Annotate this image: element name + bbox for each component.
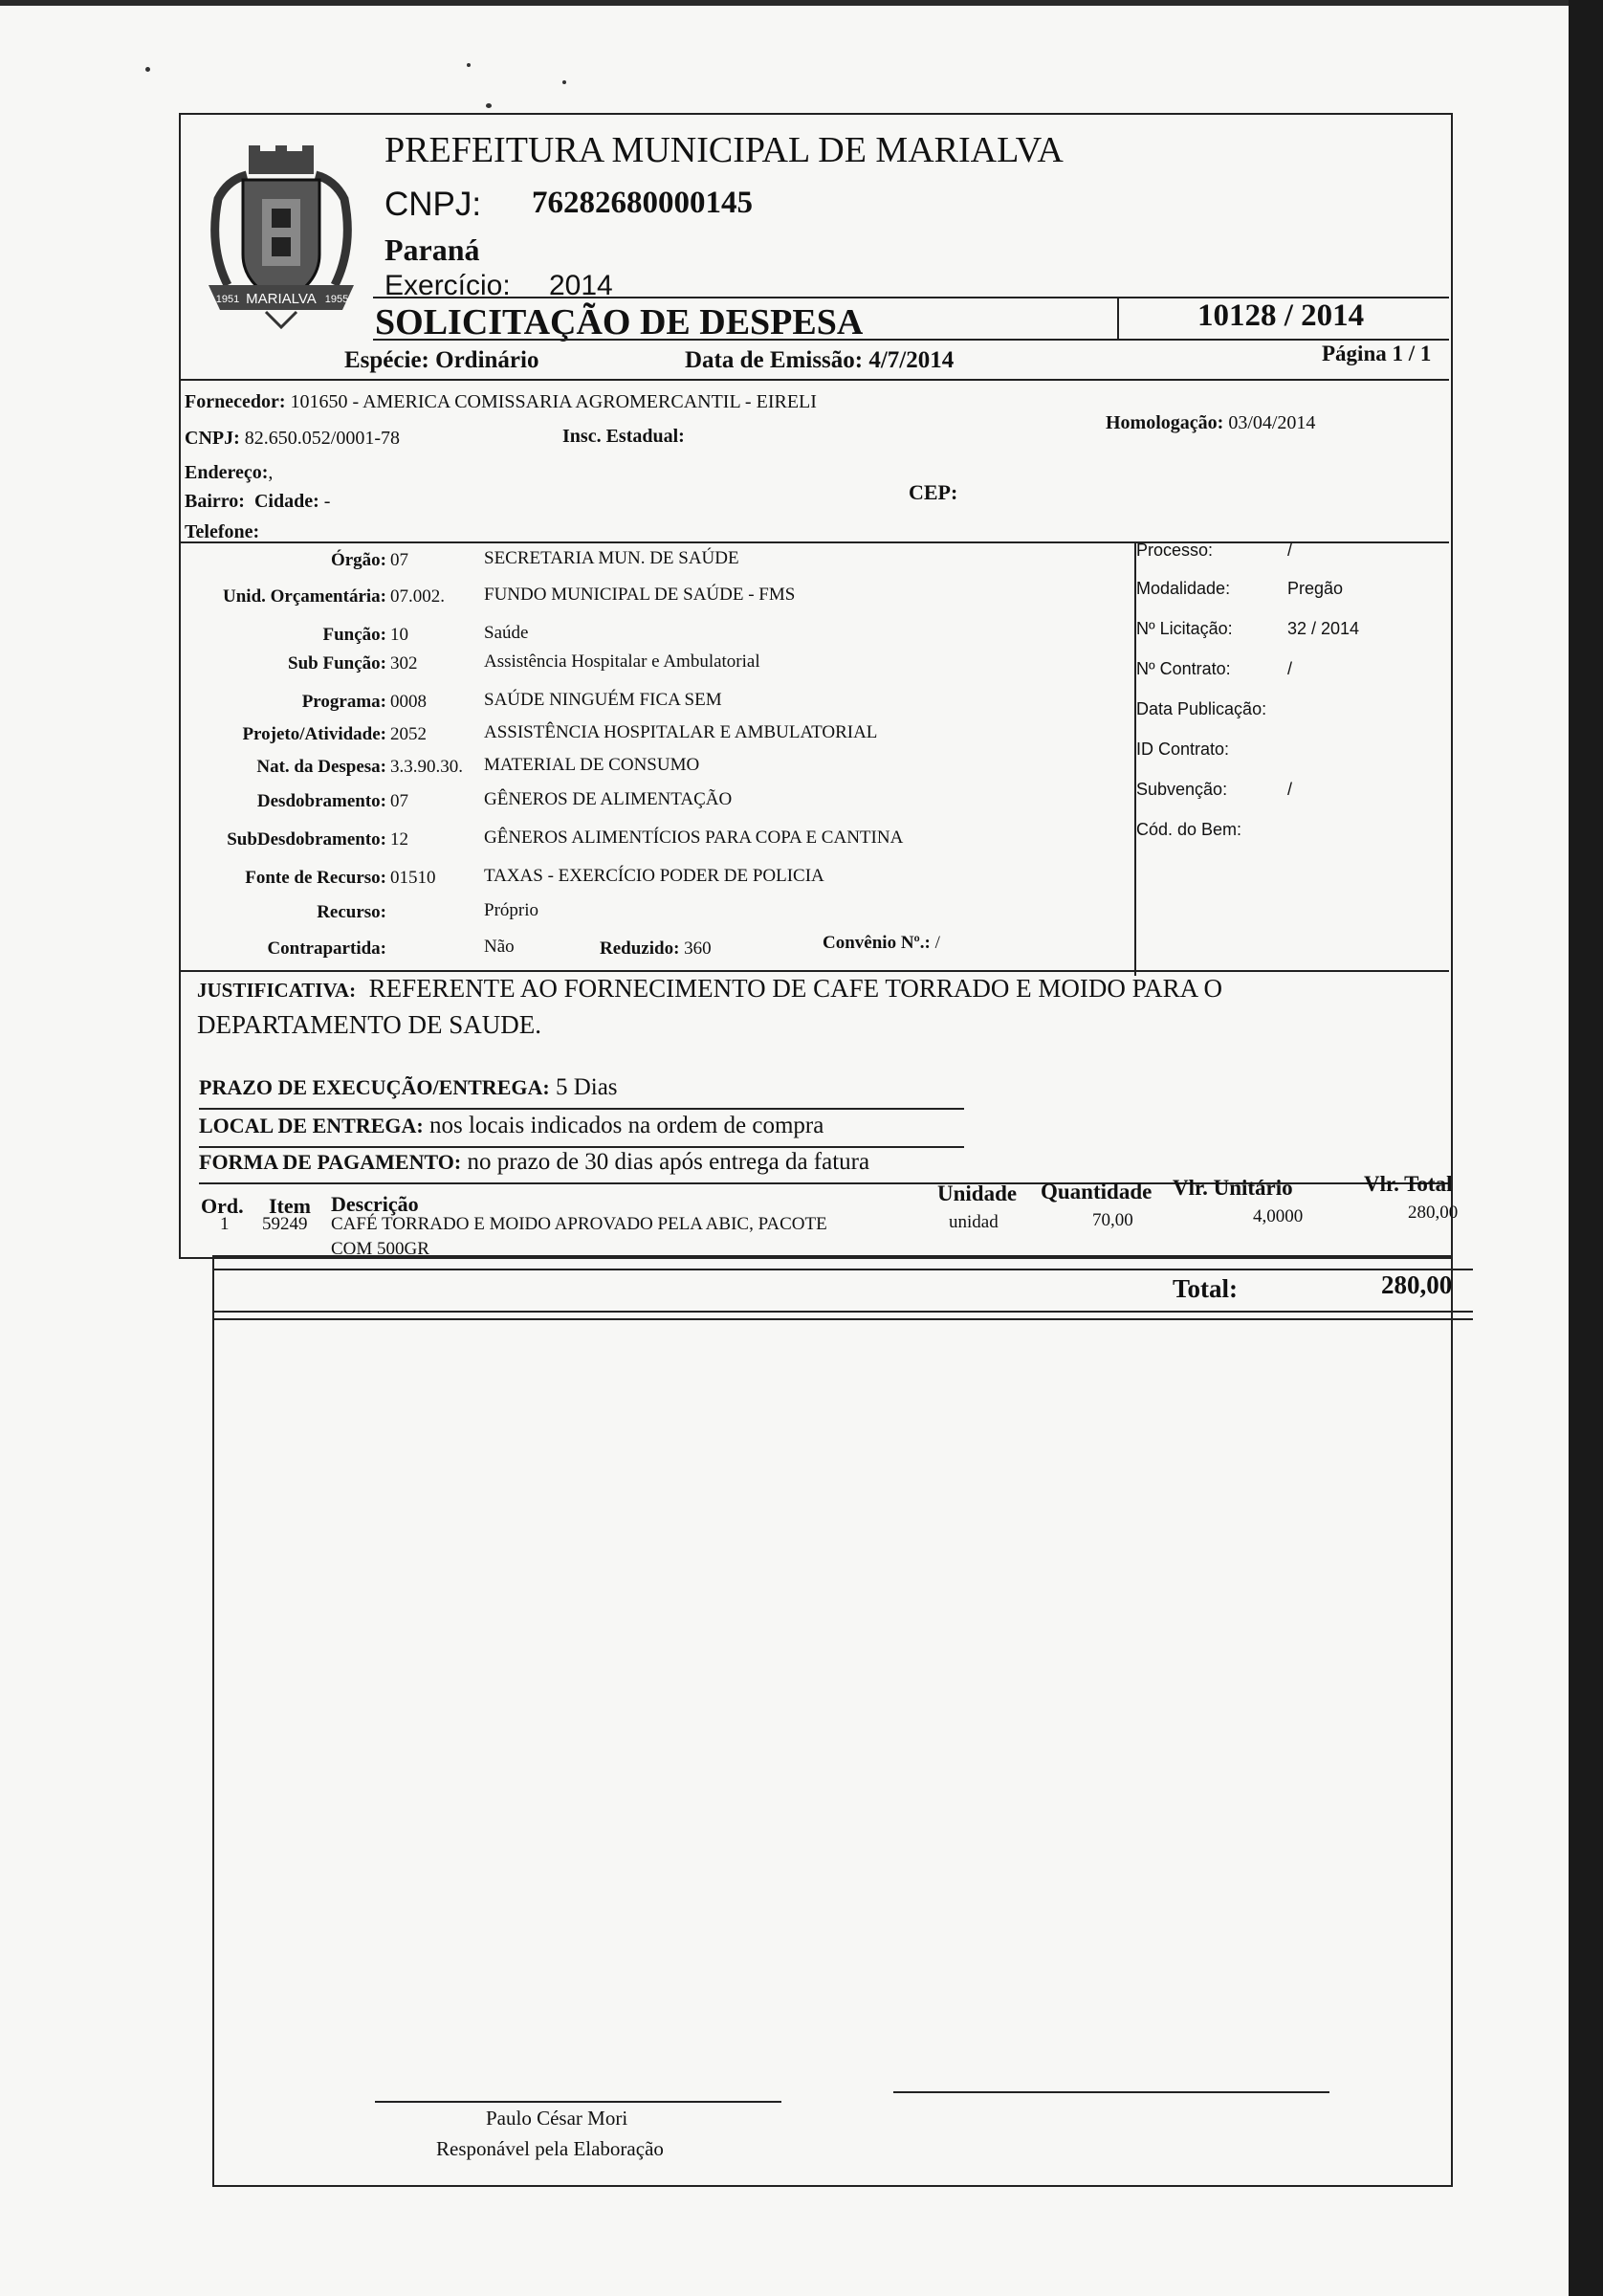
payment-terms: FORMA DE PAGAMENTO: no prazo de 30 dias após entrega da fatura bbox=[199, 1149, 870, 1175]
col-quantity: Quantidade bbox=[1041, 1180, 1153, 1203]
process-value: / bbox=[1287, 541, 1293, 560]
process-label: Subvenção: bbox=[1136, 780, 1228, 799]
total-rule-top bbox=[212, 1311, 1473, 1313]
supplier-row: Fornecedor: 101650 - AMERICA COMISSARIA AGROMERCANTIL - EIRELI bbox=[185, 391, 817, 412]
process-label: Nº Licitação: bbox=[1136, 619, 1233, 638]
issue-date: Data de Emissão: 4/7/2014 bbox=[685, 347, 955, 373]
budget-description: Não bbox=[484, 937, 515, 957]
budget-code: 302 bbox=[390, 653, 418, 673]
supplier-cep-label: CEP: bbox=[909, 480, 958, 504]
item-ord: 1 bbox=[220, 1214, 230, 1234]
terms-rule-2 bbox=[199, 1146, 964, 1148]
process-label: Data Publicação: bbox=[1136, 699, 1267, 718]
cnpj-label: CNPJ: bbox=[384, 186, 482, 223]
signer-role: Responável pela Elaboração bbox=[436, 2137, 664, 2160]
convenio: Convênio Nº.: / bbox=[823, 933, 940, 953]
total-label: Total: bbox=[1173, 1274, 1239, 1303]
signer-name: Paulo César Mori bbox=[486, 2107, 628, 2130]
delivery-place: LOCAL DE ENTREGA: nos locais indicados na ordem de compra bbox=[199, 1113, 824, 1138]
signature-line-approver bbox=[893, 2091, 1329, 2093]
institution-name: PREFEITURA MUNICIPAL DE MARIALVA bbox=[384, 130, 1064, 170]
budget-label: Nat. da Despesa: bbox=[256, 757, 386, 777]
terms-rule-1 bbox=[199, 1108, 964, 1110]
reduzido: Reduzido: 360 bbox=[600, 938, 712, 959]
col-total: Vlr. Total bbox=[1364, 1172, 1453, 1196]
table-rule bbox=[212, 1269, 1473, 1270]
process-separator bbox=[1134, 541, 1136, 976]
justification-line-1: JUSTIFICATIVA: REFERENTE AO FORNECIMENTO DE CAFE TORRADO E MOIDO PARA O bbox=[197, 974, 1222, 1003]
budget-code: 2052 bbox=[390, 724, 427, 744]
budget-code: 01510 bbox=[390, 868, 436, 888]
cnpj-value: 76282680000145 bbox=[532, 186, 753, 220]
budget-code: 10 bbox=[390, 625, 408, 645]
budget-code: 3.3.90.30. bbox=[390, 757, 463, 777]
budget-description: SECRETARIA MUN. DE SAÚDE bbox=[484, 548, 739, 568]
process-value: / bbox=[1287, 780, 1293, 799]
process-value: / bbox=[1287, 659, 1293, 678]
item-total: 280,00 bbox=[1408, 1203, 1459, 1223]
state-name: Paraná bbox=[384, 232, 480, 267]
species-rule bbox=[179, 379, 1449, 381]
process-value: Pregão bbox=[1287, 579, 1344, 598]
scan-speck bbox=[562, 80, 566, 84]
crest-year-right: 1955 bbox=[324, 294, 349, 305]
budget-description: Saúde bbox=[484, 623, 529, 643]
budget-code: 12 bbox=[390, 829, 408, 850]
process-label: Modalidade: bbox=[1136, 579, 1231, 598]
budget-description: GÊNEROS DE ALIMENTAÇÃO bbox=[484, 789, 733, 809]
budget-description: GÊNEROS ALIMENTÍCIOS PARA COPA E CANTINA bbox=[484, 828, 904, 848]
total-value: 280,00 bbox=[1381, 1270, 1453, 1299]
municipal-crest-icon bbox=[189, 142, 373, 333]
document-number: 10128 / 2014 bbox=[1197, 298, 1365, 333]
col-unit: Unidade bbox=[937, 1181, 1018, 1205]
budget-label: SubDesdobramento: bbox=[227, 829, 386, 850]
document-title: SOLICITAÇÃO DE DESPESA bbox=[375, 302, 864, 342]
budget-code: 07 bbox=[390, 550, 408, 570]
crest-label: MARIALVA bbox=[246, 291, 317, 307]
budget-label: Programa: bbox=[301, 692, 386, 712]
item-description-1: CAFÉ TORRADO E MOIDO APROVADO PELA ABIC, PACOTE bbox=[331, 1214, 827, 1234]
col-ord: Ord. bbox=[201, 1194, 244, 1218]
budget-description: Assistência Hospitalar e Ambulatorial bbox=[484, 651, 760, 672]
scan-edge-right bbox=[1569, 0, 1603, 2296]
process-label: Processo: bbox=[1136, 541, 1214, 560]
budget-description: Próprio bbox=[484, 900, 538, 920]
species: Espécie: Ordinário bbox=[344, 347, 539, 373]
budget-label: Fonte de Recurso: bbox=[245, 868, 386, 888]
process-value: 32 / 2014 bbox=[1287, 619, 1360, 638]
scan-speck bbox=[145, 67, 150, 72]
scan-edge-top bbox=[0, 0, 1603, 6]
title-separator bbox=[1117, 297, 1119, 339]
budget-label: Recurso: bbox=[317, 902, 386, 922]
budget-code: 0008 bbox=[390, 692, 427, 712]
budget-label: Projeto/Atividade: bbox=[242, 724, 386, 744]
item-unit: unidad bbox=[949, 1212, 999, 1232]
process-label: ID Contrato: bbox=[1136, 740, 1230, 759]
item-code: 59249 bbox=[262, 1214, 308, 1234]
budget-description: ASSISTÊNCIA HOSPITALAR E AMBULATORIAL bbox=[484, 722, 878, 742]
process-label: Nº Contrato: bbox=[1136, 659, 1231, 678]
homologation: Homologação: 03/04/2014 bbox=[1106, 412, 1316, 433]
justification-line-2: DEPARTAMENTO DE SAUDE. bbox=[197, 1010, 541, 1039]
supplier-address: Endereço:, bbox=[185, 462, 274, 483]
exercise-label: Exercício: bbox=[384, 270, 511, 301]
budget-description: SAÚDE NINGUÉM FICA SEM bbox=[484, 690, 722, 710]
item-description-2: COM 500GR bbox=[331, 1239, 429, 1259]
budget-label: Sub Função: bbox=[288, 653, 386, 673]
exercise-value: 2014 bbox=[549, 270, 613, 301]
col-unit-price: Vlr. Unitário bbox=[1173, 1176, 1293, 1200]
col-description: Descrição bbox=[331, 1192, 419, 1216]
supplier-insc-label: Insc. Estadual: bbox=[562, 426, 685, 447]
supplier-district: Bairro: Cidade: - bbox=[185, 491, 331, 512]
supplier-rule bbox=[179, 541, 1449, 543]
total-rule-bottom bbox=[212, 1318, 1473, 1320]
process-label: Cód. do Bem: bbox=[1136, 820, 1242, 839]
budget-code: 07 bbox=[390, 791, 408, 811]
crest-year-left: 1951 bbox=[215, 294, 240, 305]
budget-label: Órgão: bbox=[330, 550, 386, 570]
item-quantity: 70,00 bbox=[1092, 1210, 1133, 1230]
scan-speck bbox=[486, 103, 492, 108]
budget-label: Contrapartida: bbox=[267, 938, 386, 959]
delivery-term: PRAZO DE EXECUÇÃO/ENTREGA: 5 Dias bbox=[199, 1074, 618, 1100]
page-indicator: Página 1 / 1 bbox=[1322, 342, 1432, 365]
budget-label: Função: bbox=[322, 625, 386, 645]
supplier-cnpj: CNPJ: 82.650.052/0001-78 bbox=[185, 428, 400, 449]
col-item: Item bbox=[269, 1194, 311, 1218]
budget-rule bbox=[179, 970, 1449, 972]
budget-label: Desdobramento: bbox=[256, 791, 386, 811]
budget-description: MATERIAL DE CONSUMO bbox=[484, 755, 700, 775]
signature-line-author bbox=[375, 2101, 781, 2103]
budget-code: 07.002. bbox=[390, 586, 445, 607]
lower-frame bbox=[212, 1255, 1453, 2187]
budget-label: Unid. Orçamentária: bbox=[223, 586, 386, 607]
supplier-phone-label: Telefone: bbox=[185, 521, 260, 542]
budget-description: FUNDO MUNICIPAL DE SAÚDE - FMS bbox=[484, 585, 796, 605]
title-rule bbox=[373, 339, 1449, 341]
scan-speck bbox=[467, 63, 471, 67]
budget-description: TAXAS - EXERCÍCIO PODER DE POLICIA bbox=[484, 866, 824, 886]
item-unit-price: 4,0000 bbox=[1253, 1206, 1304, 1226]
